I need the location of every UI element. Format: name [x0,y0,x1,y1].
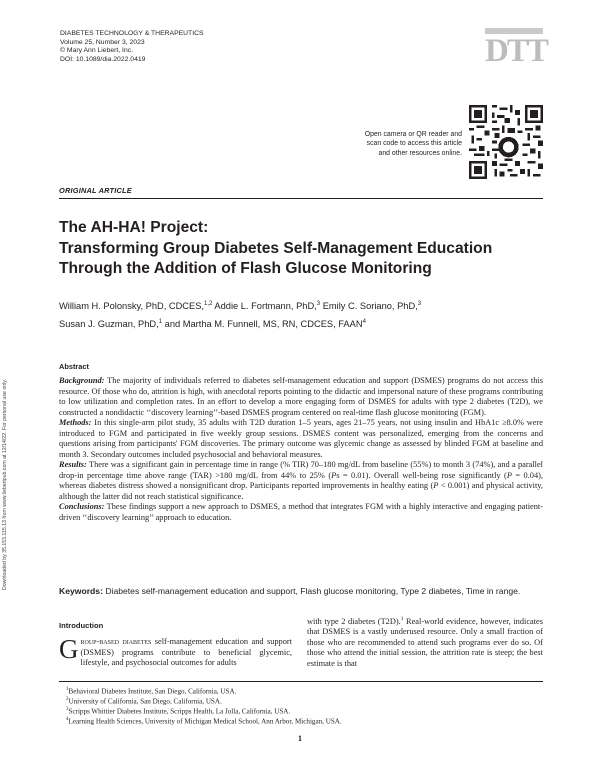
affiliations [66,686,536,727]
qr-instructions [340,130,462,158]
journal-meta [60,30,204,64]
title-line-2: Transforming Group Diabetes Self-Management Education [59,239,493,257]
journal-name: DIABETES TECHNOLOGY & THERAPEUTICS [60,30,204,37]
introduction-continuation [307,614,543,669]
affiliation-sup: 2 [66,697,69,703]
author-guzman: Susan J. Guzman, PhD, [59,319,159,330]
conclusions-text: These findings support a new approach to DSMES, a method that integrates FGM with a highly interactive and engaging patient-driven ‘‘discovery learning’’ approach to education. [59,502,543,522]
introduction-left-column [59,634,292,669]
journal-logo [485,28,547,72]
author-fortmann: Addie L. Fortmann, PhD, [214,301,317,312]
author-polonsky: William H. Polonsky, PhD, CDCES, [59,301,204,312]
author-affil-sup: 3 [316,301,321,307]
qr-line-3: and other resources online. [378,149,462,157]
results-text-b: s = 0.01). Overall well-being rose significantly ( [336,470,507,480]
affiliation-text: Scripps Whittier Diabetes Institute, Scripps Health, La Jolla, California, USA. [68,707,291,716]
affiliation-sup: 3 [66,707,69,713]
journal-copyright: © Mary Ann Liebert, Inc. [60,47,134,55]
methods-text: In this single-arm pilot study, 35 adults with T2D duration 1–5 years, ages 21–75 years, not using insulin and HbA1c ≥8.0% were introduced to FGM and participated in five weekly group sessions. DSMES content was personalized, emerging from the concerns and questions arising from participants' FGM discoveries. The primary outcome was glycemic change as assessed by blinded FGM at baseline and month 3. Secondary outcomes included psychosocial and behavioral measures. [59,418,543,459]
footnote-divider [59,681,543,682]
article-title [59,218,549,280]
abstract-heading: Abstract [59,362,89,371]
abstract-results [59,460,543,502]
journal-volume: Volume 25, Number 3, 2023 [60,38,145,46]
header-divider [59,198,543,199]
abstract-body [59,376,543,523]
drop-cap: G [59,634,79,664]
qr-code-icon[interactable] [469,105,543,179]
intro-right-text-b: Real-world evidence, however, indicates that DSMES is a vastly underused resource. Only a small fraction of those who are recommended to attend such programs ever do so. Of those who attend the initial session, the attrition rate is steep; the best estimate is that [307,616,543,668]
p-symbol: P [433,481,439,490]
author-line-2 [59,314,549,332]
intro-small-caps: roup-based diabetes [80,637,152,646]
keywords [59,586,543,597]
affiliation-sup: 1 [66,687,69,692]
introduction-paragraph [59,634,292,669]
author-line-1 [59,296,549,314]
author-affil-sup: 1 [158,319,163,326]
affiliation-text: Learning Health Sciences, University of Michigan Medical School, Ann Arbor, Michigan, USA. [68,717,342,726]
abstract-methods [59,418,543,460]
abstract-background [59,376,543,418]
author-soriano: Emily C. Soriano, PhD, [322,301,418,312]
author-funnell: and Martha M. Funnell, MS, RN, CDCES, FAAN [164,319,363,330]
intro-right-text-a: with type 2 diabetes (T2D). [307,616,401,626]
results-label: Results: [59,460,87,469]
journal-doi: DOI: 10.1089/dia.2022.0419 [60,55,146,63]
qr-line-1: Open camera or QR reader and [364,131,462,138]
affiliation-text: Behavioral Diabetes Institute, San Diego, California, USA. [68,687,237,696]
background-text: The majority of individuals referred to diabetes self-management education and support (DSMES) programs do not access this resource. Of those who do, attrition is high, with anecdotal reports pointing to the didactic and impersonal nature of these programs contributing to low utilization and completion rates. In an effort to develop a more engaging form of DSMES for adults with type 2 diabetes (T2D), we constructed a nondidactic ‘‘discovery learning’’-based DSMES program centered on real-time flash glucose monitoring (FGM). [59,376,543,417]
keywords-label: Keywords: [59,586,103,596]
page-number: 1 [297,734,303,743]
p-symbol: P [506,470,512,480]
affiliation-sup: 4 [66,717,69,723]
conclusions-label: Conclusions: [59,502,105,511]
title-line-3: Through the Addition of Flash Glucose Monitoring [59,260,432,277]
introduction-heading: Introduction [59,621,104,630]
abstract-conclusions [59,502,543,523]
results-text-a: There was a significant gain in percentage time in range (% TIR) 70–180 mg/dL from baseline (55%) to month 3 (74%), and a parallel drop-in percentage time above range (TAR) >180 mg/dL from 44% to 25% ( [59,460,543,480]
affiliation-1 [66,686,536,696]
download-note [2,230,16,590]
author-affil-sup: 4 [362,319,366,326]
author-affil-sup: 1,2 [204,301,213,307]
introduction-right-column [307,614,543,669]
intro-left-text: self-management education and support (DSMES) programs contribute to beneficial glycemic, lifestyle, and psychosocial outcomes for adults [80,637,292,667]
author-affil-sup: 3 [417,301,422,307]
affiliation-3 [66,706,536,716]
background-label: Background: [59,376,105,385]
citation-sup: 1 [400,616,404,622]
results-text-c: = 0.04), whereas diabetes distress showed a nonsignificant drop. Participants reported improvements in healthy eating ( [59,470,543,490]
affiliation-text: University of California, San Diego, California, USA. [68,697,222,706]
affiliation-2 [66,696,536,706]
methods-label: Methods: [59,418,92,427]
title-line-1: The AH-HA! Project: [59,219,209,236]
affiliation-4 [66,716,536,726]
article-type: ORIGINAL ARTICLE [59,186,132,195]
author-list [59,296,549,332]
keywords-text: Diabetes self-management education and support, Flash glucose monitoring, Type 2 diabetes, Time in range. [105,586,521,596]
logo-text: DTT [485,33,547,69]
results-text-d: < 0.001) and physical activity, although the latter did not reach statistical significance. [59,481,543,501]
p-symbol: P [331,470,337,480]
qr-line-2: scan code to access this article [366,140,462,148]
download-note-text: Downloaded by 35.153.115.13 from www.liebertpub.com at 12/14/22. For personal use only. [2,379,8,590]
